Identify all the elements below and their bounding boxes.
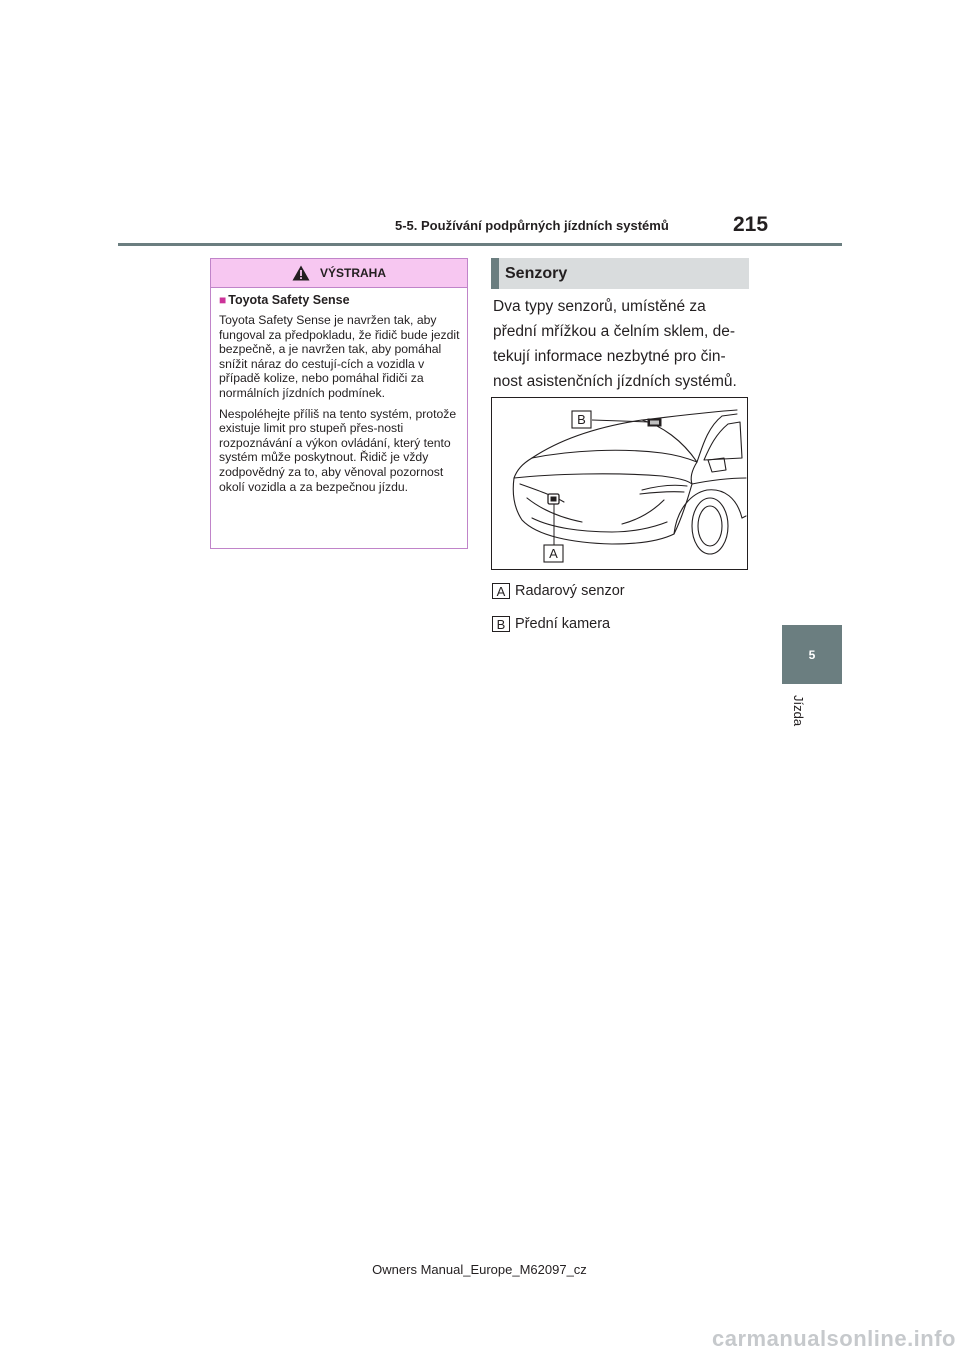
warning-body xyxy=(211,288,467,494)
warning-title: VÝSTRAHA xyxy=(319,266,386,280)
warning-paragraph-1: Toyota Safety Sense je navržen tak, aby fungoval za předpokladu, že řidič bude jezdit bezpečně, a je navržen tak, aby pomáhal snížit náraz do cestují-cích a vozidla v případě kolize, nebo pomáhal řidiči za normálních jízdních podmínek. xyxy=(219,313,460,400)
legend-key-a: A xyxy=(492,583,510,599)
warning-paragraph-2: Nespoléhejte příliš na tento systém, protože existuje limit pro stupeň přes-nosti rozpoznávání a výkon ovládání, který tento systém může poskytnout. Řidič je vždy zodpovědný za to, aby věnoval pozornost okolí vozidla a za bezpečnou jízdu. xyxy=(219,406,457,494)
legend-item-b xyxy=(492,615,610,633)
warning-box xyxy=(210,258,468,549)
section-heading xyxy=(491,258,749,289)
car-illustration xyxy=(492,398,747,569)
chapter-number: 5 xyxy=(808,647,816,662)
legend-label-b: Přední kamera xyxy=(515,616,611,632)
page-number: 215 xyxy=(733,213,769,236)
legend-key-b: B xyxy=(492,616,510,632)
intro-line: nost asistenčních jízdních systémů. xyxy=(493,373,737,390)
section-heading-text: Senzory xyxy=(505,264,568,282)
warning-subheading xyxy=(219,293,461,308)
car-sensor-figure xyxy=(491,397,748,570)
chapter-label: Jízda xyxy=(791,695,806,727)
header-rule xyxy=(118,243,842,246)
watermark: carmanualsonline.info xyxy=(712,1326,956,1351)
legend-item-a xyxy=(492,582,625,600)
footer xyxy=(0,1262,960,1277)
callout-a-label: A xyxy=(549,546,558,561)
warning-subheading-text: Toyota Safety Sense xyxy=(228,293,350,307)
callout-b-label: B xyxy=(577,412,586,427)
footer-text: Owners Manual_Europe_M62097_cz xyxy=(372,1262,587,1277)
warning-triangle-icon xyxy=(292,265,310,281)
chapter-tab[interactable] xyxy=(782,625,842,684)
square-bullet-icon: ■ xyxy=(219,293,227,307)
intro-line: tekují informace nezbytné pro čin- xyxy=(493,348,726,365)
section-title: 5-5. Používání podpůrných jízdních systémů xyxy=(395,218,669,233)
legend-label-a: Radarový senzor xyxy=(515,583,625,599)
intro-line: Dva typy senzorů, umístěné za xyxy=(493,298,706,315)
intro-line: přední mřížkou a čelním sklem, de- xyxy=(493,323,736,340)
intro-paragraph xyxy=(493,294,751,394)
warning-header xyxy=(211,259,467,288)
